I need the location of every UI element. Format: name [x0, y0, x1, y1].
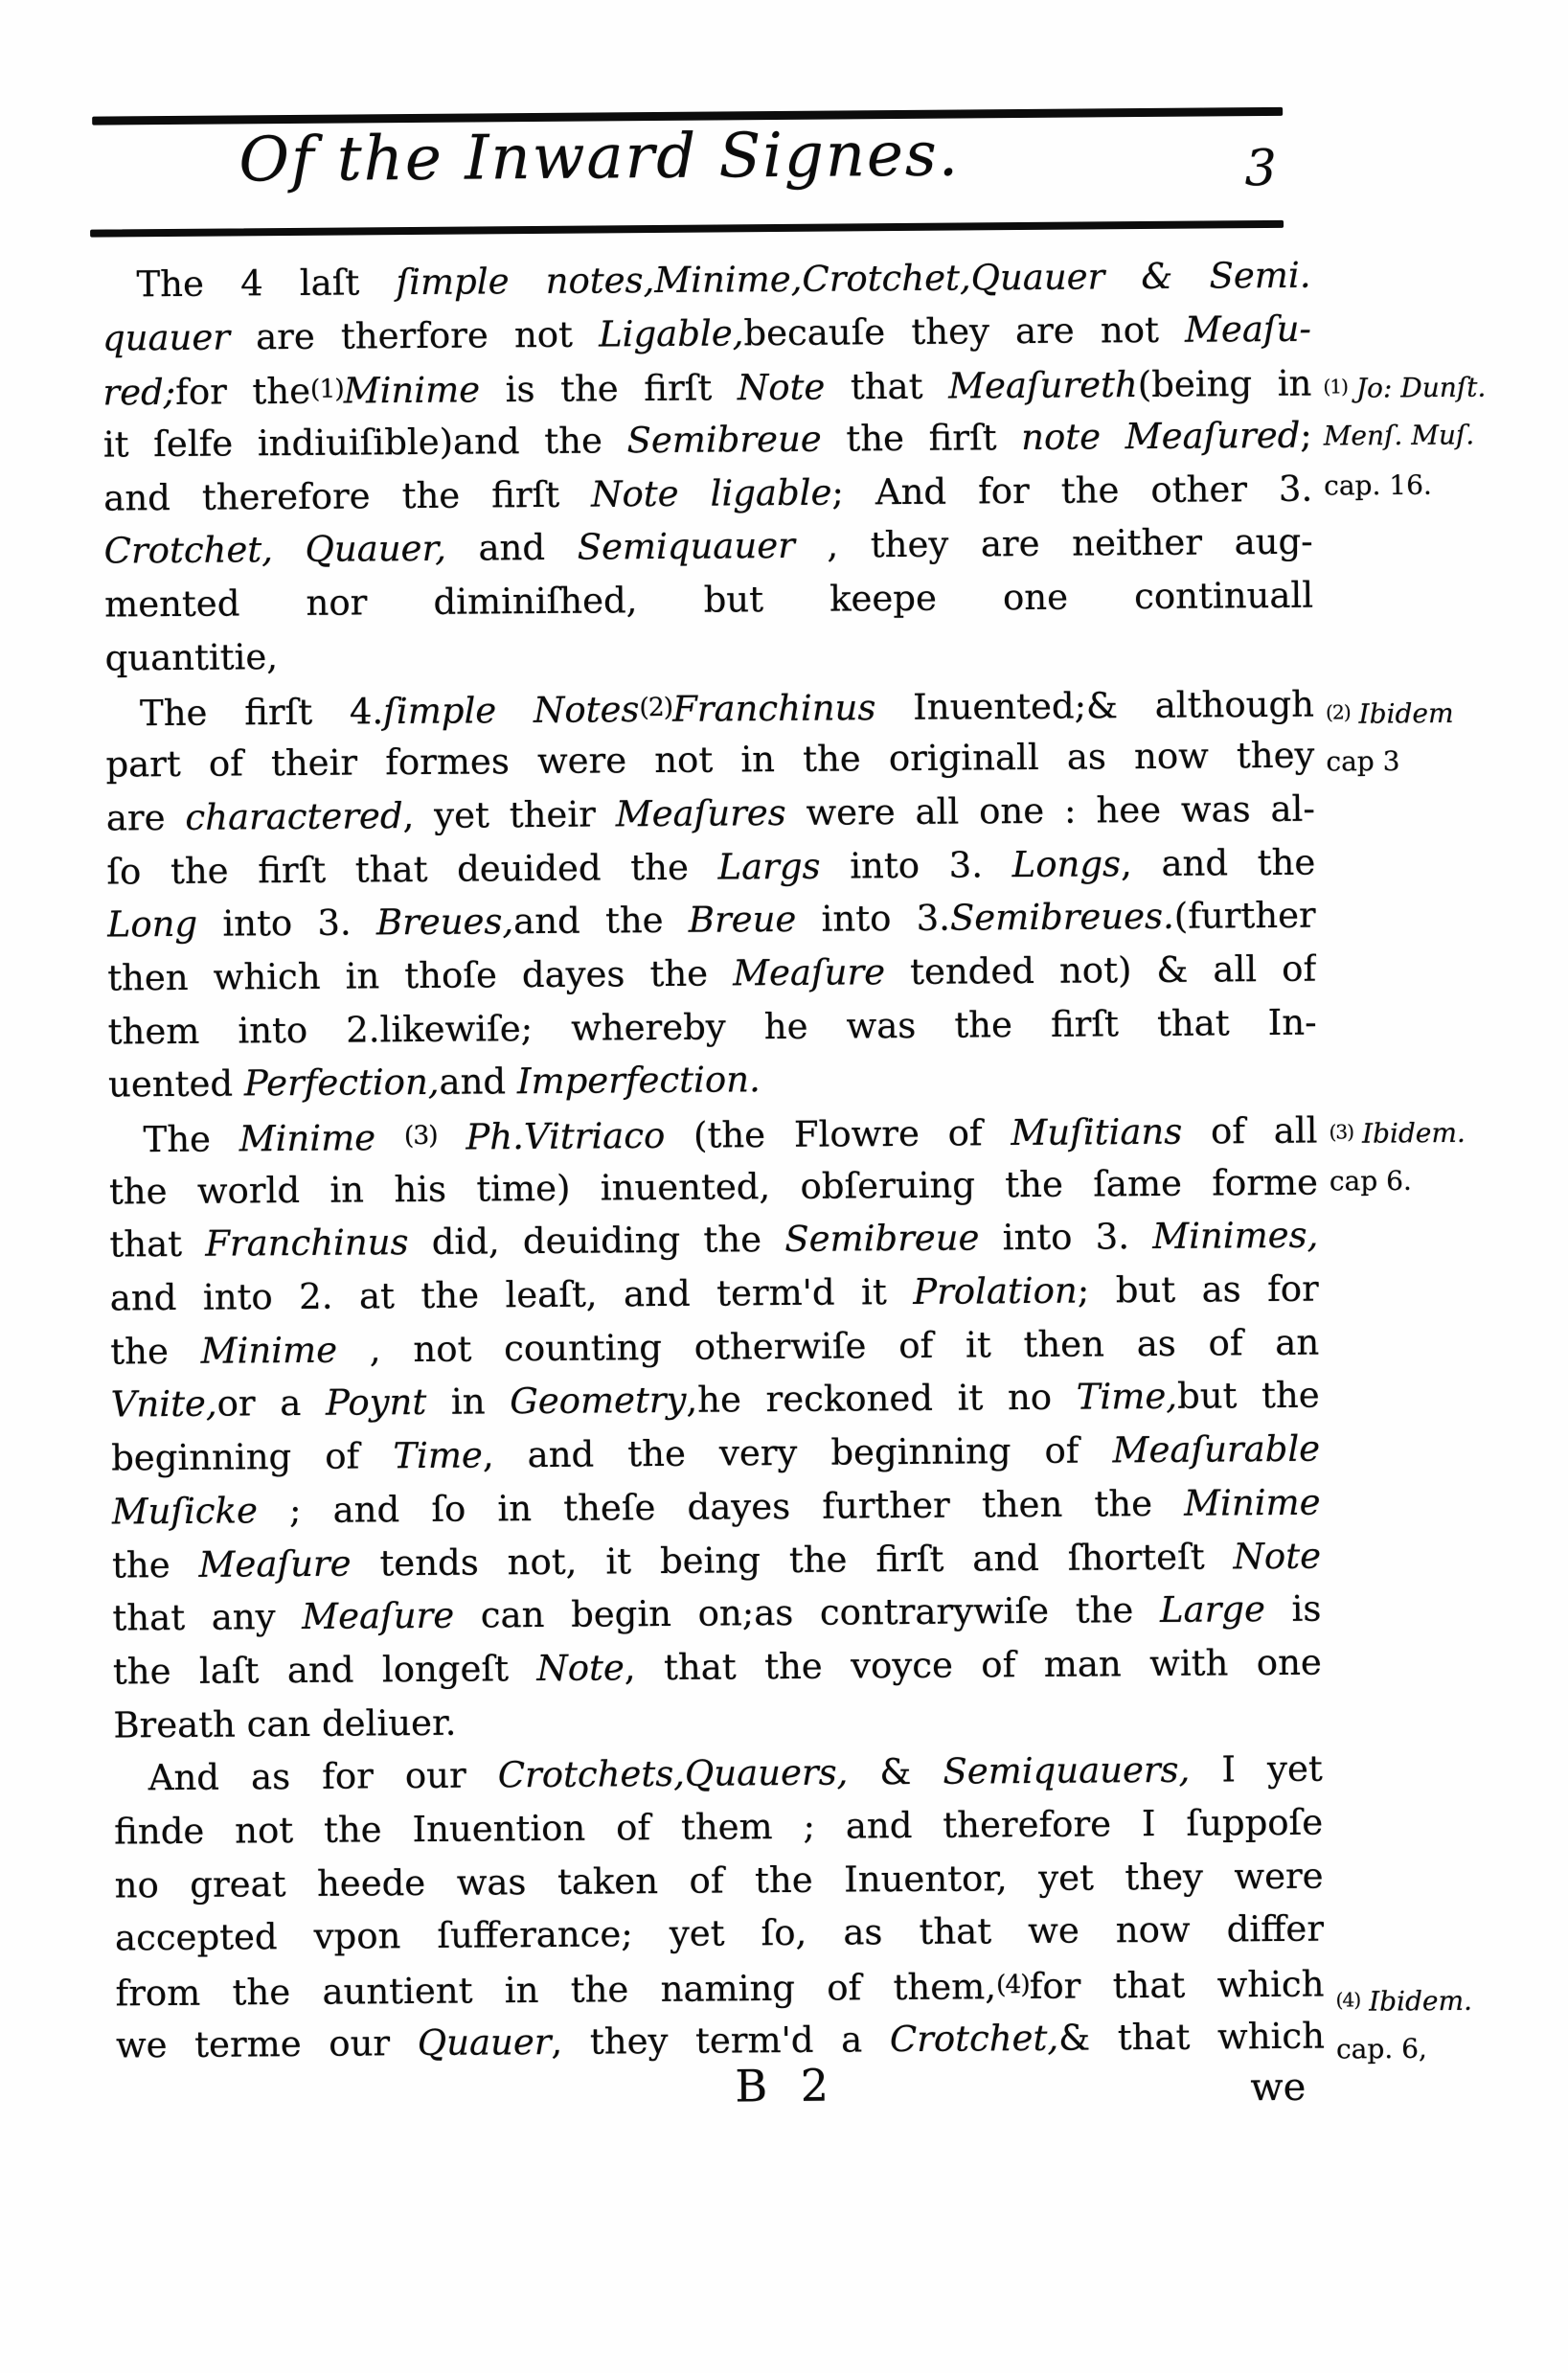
running-header-title: Of the Inward Signes.: [239, 119, 961, 196]
margin-note: [1326, 686, 1566, 787]
text-line: And as for our Crotchets,Quauers, & Semiquauers, I yet: [148, 1747, 1323, 1799]
text-line: and therefore the firſt Note ligable; And for the other 3.: [103, 468, 1313, 519]
text-line: that Franchinus did, deuiding the Semibreue into 3. Minimes,: [109, 1215, 1319, 1266]
text-line: no great heede was taken of the Inuentor, yet they were: [114, 1855, 1324, 1906]
text-line: the world in his time) inuented, obſeruing the ſame forme: [108, 1161, 1319, 1213]
margin-note-line: cap. 16.: [1324, 468, 1432, 502]
header-bottom-rule: [90, 220, 1284, 238]
text-line: The Minime (3) Ph.Vitriaco (the Flowre of Muſitians of all: [143, 1109, 1318, 1161]
text-line: Long into 3. Breues,and the Breue into 3.Semibreues.(further: [106, 894, 1316, 946]
text-line: Crotchet, Quauer, and Semiquauer , they are neither aug-: [103, 521, 1313, 572]
margin-note-line: (1) Jo: Dunſt.: [1323, 371, 1487, 404]
text-line: The 4 laſt ſimple notes,Minime,Crotchet,Quauer & Semi.: [136, 254, 1311, 306]
text-line: them into 2.likewiſe; whereby he was the firſt that In-: [107, 1001, 1317, 1053]
text-line: ſo the firſt that deuided the Largs into 3. Longs, and the: [106, 841, 1316, 893]
text-line: accepted vpon ſufferance; yet ſo, as that we now differ: [114, 1907, 1325, 1959]
margin-note-line: cap 6.: [1329, 1164, 1412, 1198]
text-line: then which in thoſe dayes the Meaſure tended not) & all of: [107, 947, 1317, 999]
text-line: quauer are therfore not Ligable,becauſe they are not Meaſu-: [102, 308, 1312, 359]
text-line: part of their formes were not in the originall as now they: [105, 734, 1315, 786]
margin-note-line: (2) Ibidem: [1325, 696, 1454, 730]
page-number: 3: [1244, 139, 1277, 198]
text-line: beginning of Time, and the very beginning of Meaſurable: [110, 1427, 1321, 1479]
catchword: we: [1250, 2065, 1307, 2111]
text-line: red;for the(1)Minime is the firſt Note that Meaſureth(being in: [102, 362, 1312, 414]
margin-note-line: Menſ. Muſ.: [1323, 419, 1475, 452]
text-line: the Minime , not counting otherwiſe of it then as of an: [110, 1321, 1320, 1373]
margin-note: [1329, 1106, 1568, 1207]
gathering-signature: B 2: [735, 2059, 839, 2112]
text-line: Breath can deliuer.: [113, 1701, 457, 1746]
text-line: uented Perfection,and Imperfection.: [107, 1059, 761, 1106]
margin-note-line: (4) Ibidem.: [1335, 1984, 1473, 2018]
text-line: The firſt 4.ſimple Notes(2)Franchinus Inuented;& although: [139, 683, 1315, 734]
margin-note-line: cap 3: [1326, 744, 1400, 778]
text-line: from the auntient in the naming of them,(4)for that which: [115, 1963, 1325, 2015]
text-line: Vnite,or a Poynt in Geometry,he reckoned it no Time,but the: [110, 1375, 1320, 1426]
margin-note-line: (3) Ibidem.: [1329, 1116, 1466, 1150]
margin-note-line: cap. 6,: [1335, 2032, 1427, 2065]
text-line: finde not the Inuention of them ; and therefore I ſuppoſe: [114, 1801, 1324, 1853]
text-line: we terme our Quauer, they term'd a Crotchet,& that which: [115, 2015, 1326, 2066]
text-line: mented nor diminiſhed, but keepe one continuall: [103, 574, 1314, 626]
text-line: it ſelfe indiuiſible)and the Semibreue the firſt note Meaſured;: [102, 414, 1312, 466]
text-line: are charactered, yet their Meaſures were all one : hee was al-: [105, 787, 1316, 839]
text-line: quantitie,: [104, 635, 279, 679]
text-line: the laſt and longeſt Note, that the voyce of man with one: [112, 1641, 1323, 1693]
margin-note: [1335, 1974, 1568, 2075]
text-line: that any Meaſure can begin on;as contrarywiſe the Large is: [112, 1587, 1322, 1639]
body-text: [102, 249, 1325, 2072]
margin-note: [1323, 360, 1563, 512]
text-line: Muſicke ; and ſo in theſe dayes further then the Minime: [111, 1481, 1321, 1533]
text-line: the Meaſure tends not, it being the firſt and ſhorteſt Note: [111, 1535, 1322, 1586]
text-line: and into 2. at the leaſt, and term'd it Prolation; but as for: [109, 1267, 1319, 1319]
